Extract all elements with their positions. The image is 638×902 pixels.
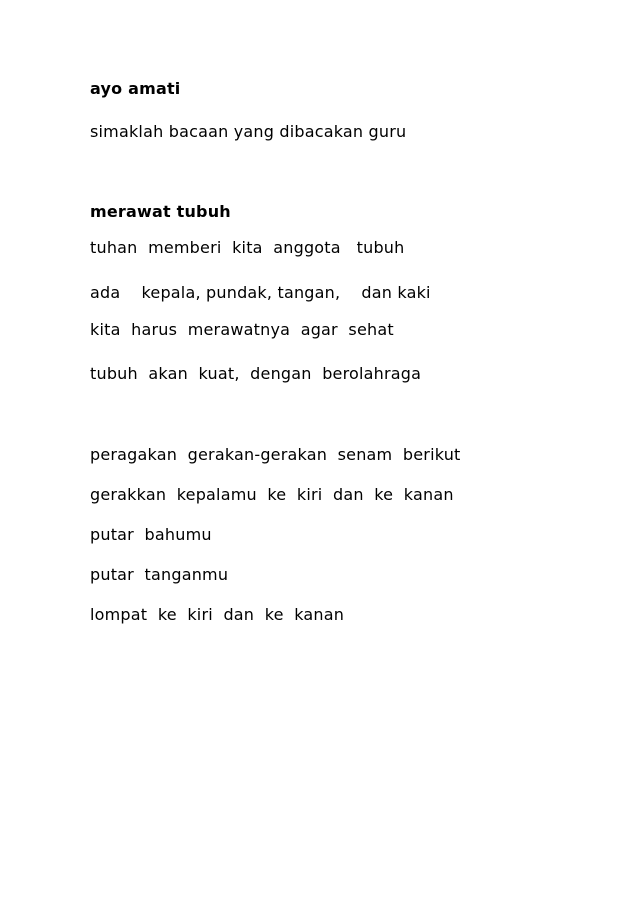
intro-instruction: simaklah bacaan yang dibacakan guru: [90, 122, 407, 141]
reading-line: tubuh akan kuat, dengan berolahraga: [90, 364, 422, 383]
exercise-line: peragakan gerakan-gerakan senam berikut: [90, 445, 461, 464]
exercise-line: putar tanganmu: [90, 565, 229, 584]
exercise-line: gerakkan kepalamu ke kiri dan ke kanan: [90, 485, 454, 504]
reading-title: merawat tubuh: [90, 202, 231, 221]
exercise-line: putar bahumu: [90, 525, 212, 544]
intro-heading: ayo amati: [90, 79, 181, 98]
reading-line: tuhan memberi kita anggota tubuh: [90, 238, 405, 257]
exercise-line: lompat ke kiri dan ke kanan: [90, 605, 345, 624]
reading-line: kita harus merawatnya agar sehat: [90, 320, 394, 339]
reading-line: ada kepala, pundak, tangan, dan kaki: [90, 283, 431, 302]
